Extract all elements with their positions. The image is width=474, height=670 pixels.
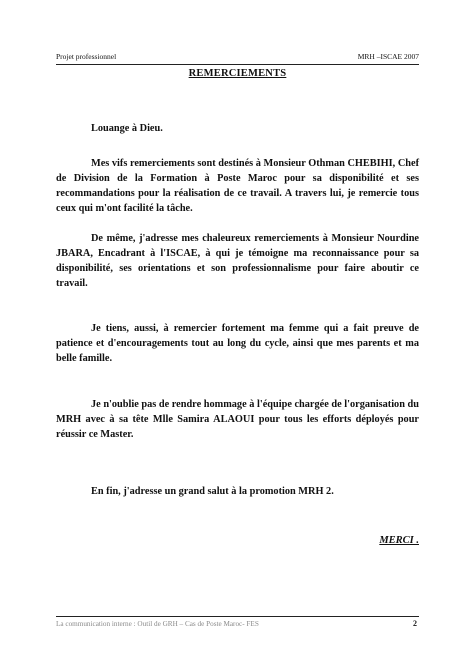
paragraph-thanks-promotion: En fin, j'adresse un grand salut à la promotion MRH 2.	[91, 486, 334, 497]
paragraph-thanks-mrh-team: Je n'oublie pas de rendre hommage à l'équipe chargée de l'organisation du MRH avec à sa tête Mlle Samira ALAOUI pour tous les efforts déployés pour réussir ce Master.	[56, 399, 419, 440]
paragraph-thanks-jbara: De même, j'adresse mes chaleureux remerciements à Monsieur Nourdine JBARA, Encadrant à l'ISCAE, à qui je témoigne ma reconnaissance pour sa disponibilité, ses orientations et son professionnalisme pour faire aboutir ce travail.	[56, 233, 419, 289]
paragraph-thanks-family: Je tiens, aussi, à remercier fortement ma femme qui a fait preuve de patience et d'encouragements tout au long du cycle, ainsi que mes parents et ma belle famille.	[56, 323, 419, 364]
paragraph-thanks-chebihi: Mes vifs remerciements sont destinés à Monsieur Othman CHEBIHI, Chef de Division de la Formation à Poste Maroc pour sa disponibilité et ses recommandations pour la réalisation de ce travail. A travers lui, je remercie tous ceux qui m'ont facilité la tâche.	[56, 158, 419, 214]
paragraph-praise: Louange à Dieu.	[91, 123, 163, 134]
signoff: MERCI .	[379, 535, 419, 546]
page-title: REMERCIEMENTS	[188, 68, 287, 79]
page-number: 2	[413, 619, 417, 628]
header-project-label: Projet professionnel	[56, 52, 117, 61]
page-footer	[56, 616, 419, 631]
page-header	[56, 52, 419, 65]
footer-document-title: La communication interne : Outil de GRH – Cas de Poste Maroc- FES	[56, 620, 259, 628]
header-program-label: MRH –ISCAE 2007	[357, 52, 419, 61]
